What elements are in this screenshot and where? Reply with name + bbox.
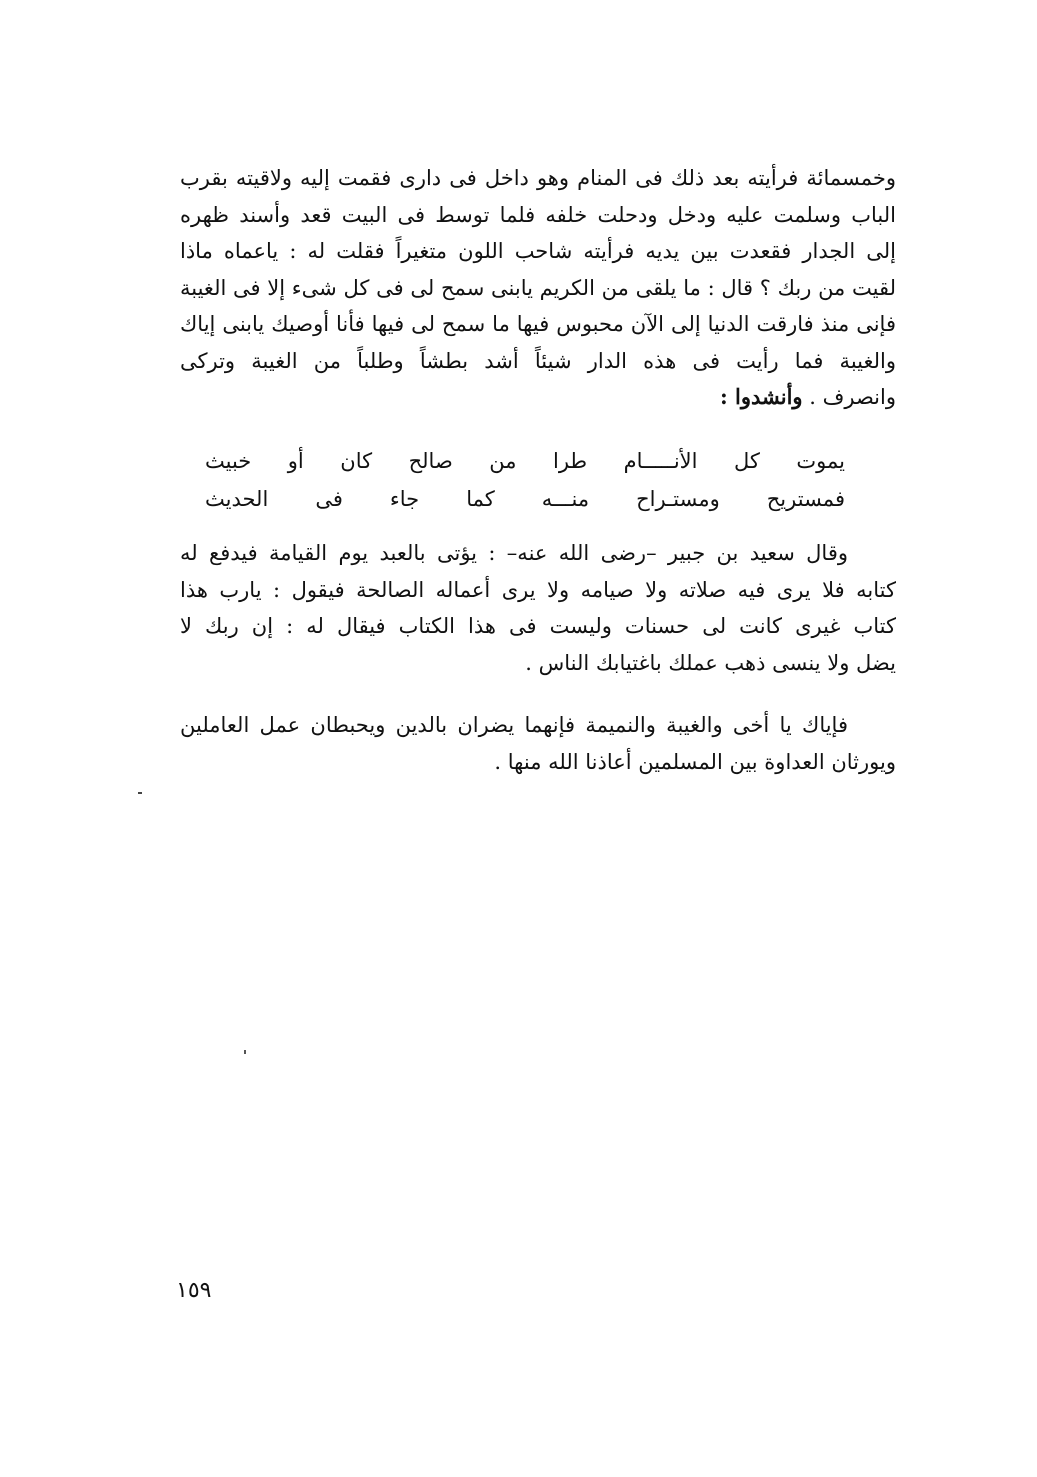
scan-speck [138,792,142,794]
paragraph-1 [180,160,896,416]
scan-speck [244,1050,246,1054]
poem-intro: وأنشدوا : [719,384,803,409]
paragraph-1-last-line [180,379,896,416]
poem-word: جاء [389,487,420,511]
page-number: ١٥٩ [176,1278,212,1303]
poem-word: ومستـراح [636,487,720,511]
poem-word: فى [315,487,343,511]
paragraph-3-line: ويورثان العداوة بين المسلمين أعاذنا الله منها . [494,749,896,774]
paragraph-2-line: كتابه فلا يرى فيه صلاته ولا صيامه ولا يرى أعماله الصالحة فيقول : يارب هذا [180,577,896,602]
paragraph-1-line: لقيت من ربك ؟ قال : ما يلقى من الكريم يابنى سمح لى فى كل شىء إلا فى الغيبة [180,275,896,300]
poem-word: من [489,449,517,473]
poem-line-1 [205,442,845,480]
paragraph-1-line: والغيبة فما رأيت فى هذه الدار شيئاً أشد بطشاً وطلباً من الغيبة وتركى [180,348,896,373]
poem-word: منـــه [541,487,590,511]
paragraph-1-line: وانصرف . [809,385,896,409]
poem-word: كل [733,449,760,473]
poem-word: الأنـــــام [623,449,698,473]
paragraph-3-line: فإياك يا أخى والغيبة والنميمة فإنهما يضران بالدين ويحبطان عمل العاملين [180,713,848,737]
paragraph-1-line: فإنى منذ فارقت الدنيا إلى الآن محبوس فيها ما سمح لى فيها فأنا أوصيك يابنى إياك [180,312,896,336]
paragraph-1-line: وخمسمائة فرأيته بعد ذلك فى المنام وهو داخل فى دارى فقمت إليه ولاقيته بقرب [180,166,896,190]
poem-word: فمستريح [766,487,845,511]
paragraph-2-line: كتاب غيرى كانت لى حسنات وليست فى هذا الكتاب فيقال له : إن ربك لا [180,614,896,638]
paragraph-2 [180,535,896,681]
poem [205,442,845,518]
paragraph-2-line: وقال سعيد بن جبير –رضى الله عنه– : يؤتى بالعبد يوم القيامة فيدفع له [180,541,848,565]
paragraph-2-line: يضل ولا ينسى ذهب عملك باغتيابك الناس . [525,650,896,675]
poem-word: يموت [796,449,845,473]
paragraph-1-line: إلى الجدار فقعدت بين يديه فرأيته شاحب اللون متغيراً فقلت له : ياعماه ماذا [180,239,896,263]
paragraph-3 [180,707,896,780]
paragraph-1-line: الباب وسلمت عليه ودخل ودحلت خلفه فلما توسط فى البيت قعد وأسند ظهره [180,202,896,227]
poem-word: خبيث [205,449,252,473]
poem-word: صالح [408,449,453,473]
poem-word: أو [287,449,304,473]
poem-line-2 [205,480,845,518]
poem-word: كان [340,449,373,473]
poem-word: الحديث [205,487,269,511]
poem-word: كما [466,487,495,511]
poem-word: طرا [553,449,588,473]
